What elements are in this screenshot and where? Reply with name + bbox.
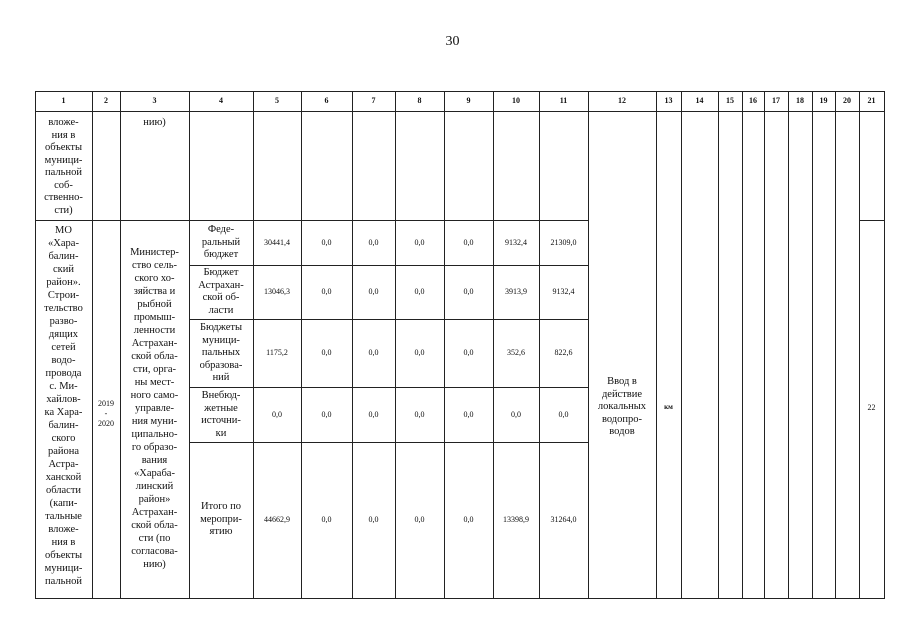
executor: Министер- ство сель- ского хо- зяйства и рыбной промыш- ленности Астрахан- ской обла- сти, орга- ны мест- ного само- управле- ния муни- ципально- го образо- вания «Хараба- линский район» Астрахан- ской обла- сти (по согласова- нию)	[130, 247, 179, 570]
funding-amount: 0,0	[414, 348, 425, 357]
unit-of-measure: км	[664, 403, 673, 411]
funding-amount: 9132,4	[552, 287, 575, 296]
funding-source-name: Феде- ральный бюджет	[201, 224, 241, 260]
header-bottom-border	[35, 111, 885, 112]
funding-amount: 0,0	[368, 410, 379, 419]
column-header-12: 12	[618, 96, 626, 105]
column-border-12	[656, 91, 657, 599]
source-row-divider	[189, 319, 589, 320]
implementation-period: 2019 - 2020	[98, 399, 114, 428]
column-header-14: 14	[695, 96, 704, 105]
column-header-7: 7	[371, 96, 376, 105]
funding-amount: 13398,9	[503, 515, 529, 524]
source-row-divider	[189, 265, 589, 266]
column-header-20: 20	[843, 96, 851, 105]
funding-amount: 352,6	[507, 348, 525, 357]
funding-amount: 0,0	[463, 410, 474, 419]
expected-result: Ввод в действие локальных водопро- водов	[597, 376, 647, 437]
funding-amount: 0,0	[368, 238, 379, 247]
column-border-14	[718, 91, 719, 599]
funding-amount: 0,0	[368, 348, 379, 357]
column-border-13	[681, 91, 682, 599]
table-top-border	[35, 91, 885, 92]
funding-amount: 0,0	[463, 348, 474, 357]
column-header-3: 3	[152, 96, 157, 105]
funding-source-name: Бюджеты муници- пальных образова- ний	[199, 322, 243, 383]
source-row-divider	[189, 442, 589, 443]
column-border-18	[812, 91, 813, 599]
column-border-19	[835, 91, 836, 599]
funding-amount: 13046,3	[264, 287, 290, 296]
column-header-16: 16	[749, 96, 757, 105]
funding-amount: 21309,0	[550, 238, 577, 247]
column-border-17	[788, 91, 789, 599]
funding-amount: 30441,4	[264, 238, 290, 247]
indicator-value: 22	[867, 403, 876, 412]
funding-amount: 0,0	[463, 515, 474, 524]
funding-amount: 31264,0	[550, 515, 577, 524]
funding-amount: 0,0	[321, 515, 332, 524]
column-header-5: 5	[275, 96, 279, 105]
table-bottom-border	[35, 598, 885, 599]
funding-amount: 0,0	[463, 238, 474, 247]
funding-amount: 9132,4	[505, 238, 527, 247]
funding-amount: 0,0	[558, 410, 569, 419]
column-header-10: 10	[512, 96, 520, 105]
page-number: 30	[445, 34, 460, 49]
column-border-16	[764, 91, 765, 599]
funding-source-name: Бюджет Астрахан- ской об- ласти	[198, 267, 244, 316]
funding-amount: 0,0	[368, 515, 379, 524]
column-border-11	[588, 91, 589, 599]
funding-amount: 0,0	[368, 287, 379, 296]
column-border-20	[859, 91, 860, 599]
column-header-13: 13	[664, 96, 673, 105]
funding-source-name: Итого по меропри- ятию	[200, 501, 242, 537]
funding-amount: 0,0	[321, 348, 332, 357]
funding-amount: 0,0	[321, 287, 332, 296]
column-header-4: 4	[219, 96, 223, 105]
column-header-17: 17	[772, 96, 780, 105]
column-header-18: 18	[796, 96, 804, 105]
executor-continuation: нию)	[143, 117, 166, 128]
funding-amount: 0,0	[321, 410, 332, 419]
column-header-9: 9	[466, 96, 471, 105]
column-border-1	[92, 91, 93, 599]
funding-amount: 0,0	[463, 287, 474, 296]
funding-amount: 0,0	[414, 238, 425, 247]
column-header-15: 15	[726, 96, 734, 105]
column-header-1: 1	[61, 96, 66, 105]
column-border-21	[884, 91, 885, 599]
funding-source-name: Внебюд- жетные источни- ки	[201, 390, 241, 439]
funding-amount: 1175,2	[266, 348, 288, 357]
funding-amount: 0,0	[511, 410, 521, 419]
funding-amount: 0,0	[414, 515, 425, 524]
column-header-2: 2	[104, 96, 108, 105]
funding-amount: 44662,9	[264, 515, 290, 524]
row-divider-col21	[859, 220, 885, 221]
column-header-8: 8	[417, 96, 422, 105]
funding-amount: 822,6	[554, 348, 573, 357]
column-header-19: 19	[819, 96, 828, 105]
funding-amount: 0,0	[414, 410, 425, 419]
source-row-divider	[189, 387, 589, 388]
column-header-21: 21	[867, 96, 876, 105]
column-border-15	[742, 91, 743, 599]
funding-amount: 3913,9	[505, 287, 527, 296]
program-name-continuation: вложе- ния в объекты муници- пальной соб- ственно- сти)	[44, 117, 83, 216]
column-header-6: 6	[324, 96, 329, 105]
funding-amount: 0,0	[272, 410, 282, 419]
row-divider	[35, 220, 589, 221]
program-name: МО «Хара- балин- ский район». Строи- тельство разво- дящих сетей водо- провода с. Ми- хайлов- ка Хара- балин- ского района Астра- ханской области (капи- тальные вложе- ния в объекты муници- пальной	[44, 225, 83, 587]
column-header-11: 11	[559, 96, 568, 105]
funding-amount: 0,0	[414, 287, 425, 296]
funding-amount: 0,0	[321, 238, 332, 247]
